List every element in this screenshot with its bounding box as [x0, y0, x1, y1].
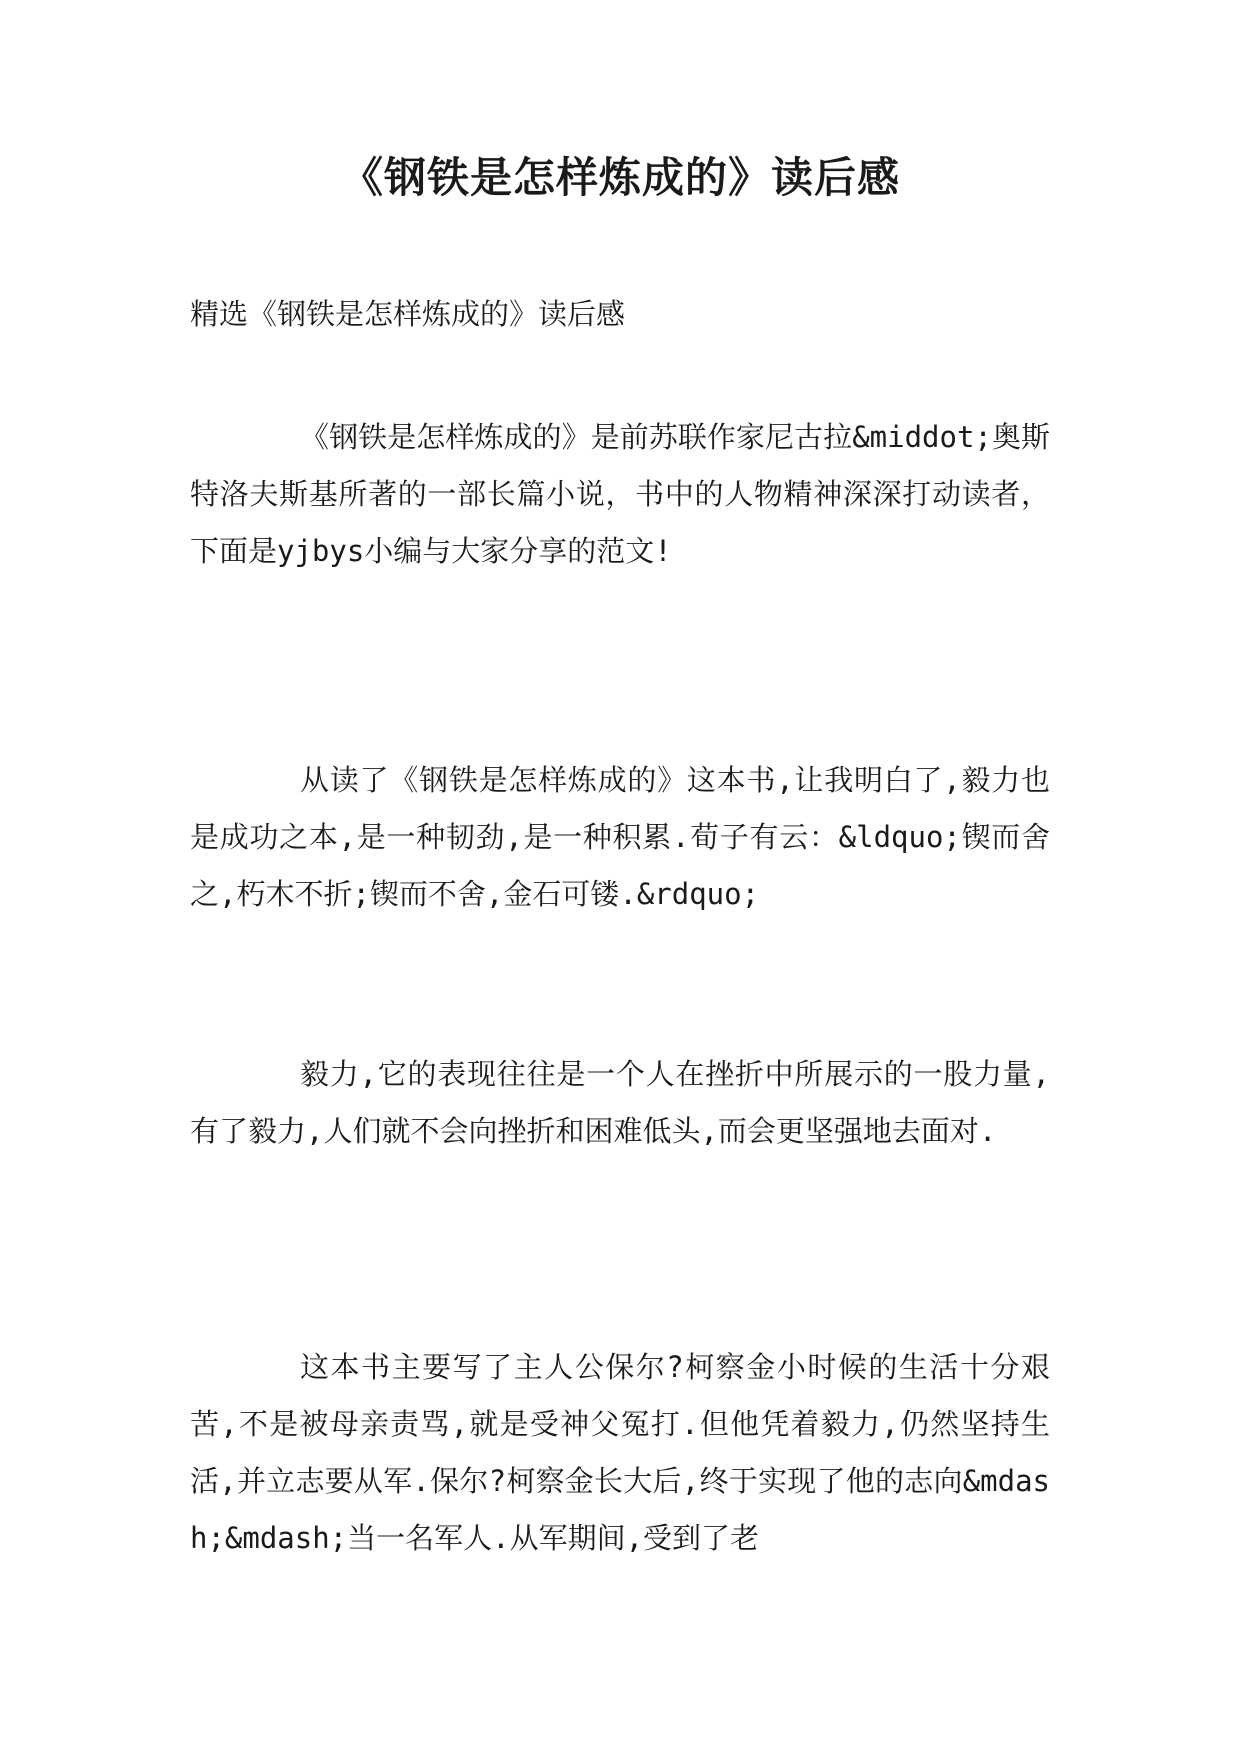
document-title: 《钢铁是怎样炼成的》读后感	[340, 153, 900, 202]
document-subtitle: 精选《钢铁是怎样炼成的》读后感	[190, 297, 626, 331]
paragraph-summary: 这本书主要写了主人公保尔?柯察金小时候的生活十分艰苦,不是被母亲责骂,就是受神父冤打.但他凭着毅力,仍然坚持生活,并立志要从军.保尔?柯察金长大后,终于实现了他的志向&mdash;&mdash;当一名军人.从军期间,受到了老	[190, 1350, 1050, 1555]
paragraph-willpower: 毅力,它的表现往往是一个人在挫折中所展示的一股力量,有了毅力,人们就不会向挫折和困难低头,而会更坚强地去面对.	[190, 1057, 1050, 1148]
paragraph-intro: 《钢铁是怎样炼成的》是前苏联作家尼古拉&middot;奥斯特洛夫斯基所著的一部长篇小说，书中的人物精神深深打动读者，下面是yjbys小编与大家分享的范文!	[190, 420, 1050, 568]
paragraph-perseverance: 从读了《钢铁是怎样炼成的》这本书,让我明白了,毅力也是成功之本,是一种韧劲,是一种积累.荀子有云：&ldquo;锲而舍之,朽木不折;锲而不舍,金石可镂.&rdquo;	[190, 763, 1050, 911]
